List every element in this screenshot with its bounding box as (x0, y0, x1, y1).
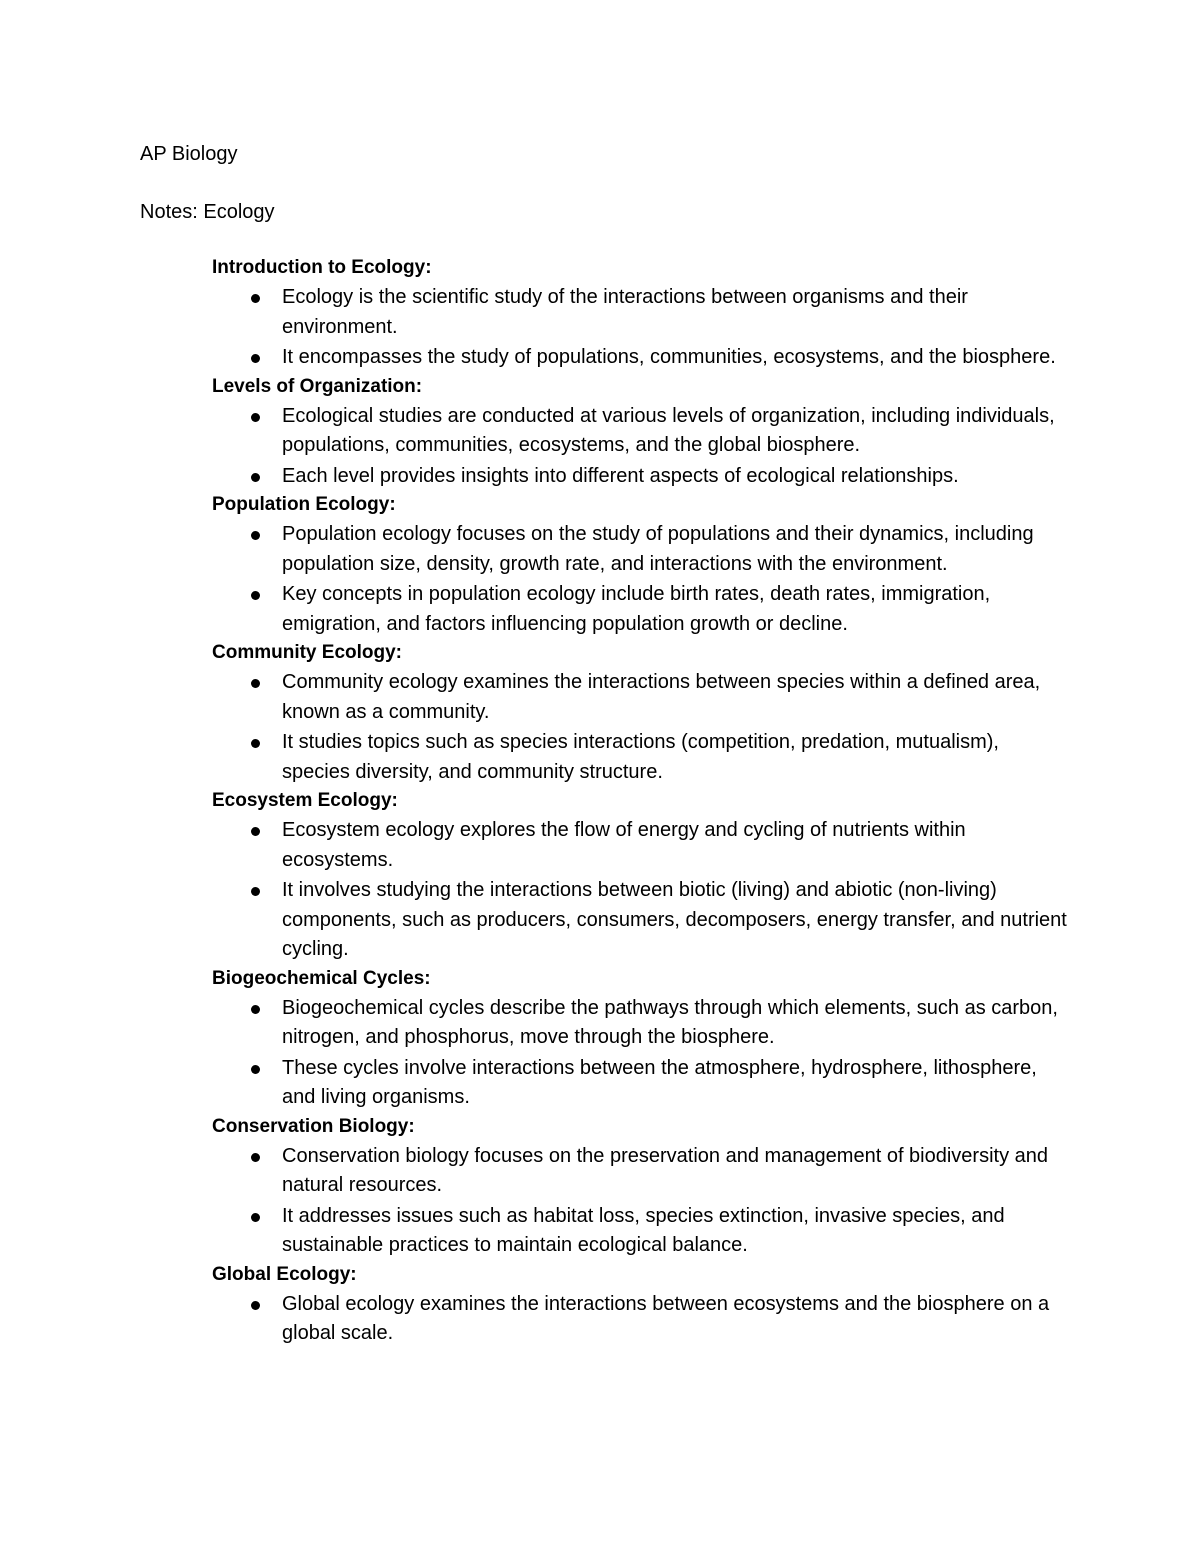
bullet-icon (251, 294, 260, 303)
list-item (212, 462, 1072, 492)
bullet-list (212, 1290, 1072, 1349)
section-introduction (212, 254, 1072, 373)
bullet-icon (251, 591, 260, 600)
bullet-list (212, 1142, 1072, 1261)
section-global-ecology (212, 1261, 1072, 1349)
bullet-icon (251, 531, 260, 540)
list-item (212, 876, 1072, 965)
bullet-icon (251, 1005, 260, 1014)
bullet-icon (251, 887, 260, 896)
list-item (212, 1290, 1072, 1349)
list-item (212, 580, 1072, 639)
section-heading: Ecosystem Ecology: (212, 790, 398, 811)
notes-content (212, 254, 1072, 1349)
section-population-ecology (212, 491, 1072, 639)
bullet-list (212, 283, 1072, 373)
bullet-icon (251, 679, 260, 688)
section-levels-of-organization (212, 373, 1072, 492)
bullet-list (212, 402, 1072, 492)
section-heading: Biogeochemical Cycles: (212, 967, 431, 989)
bullet-text: These cycles involve interactions between the atmosphere, hydrosphere, lithosphere, and living organisms. (282, 1056, 1037, 1108)
list-item (212, 994, 1072, 1053)
list-item (212, 728, 1072, 787)
bullet-icon (251, 1065, 260, 1074)
bullet-text: Biogeochemical cycles describe the pathways through which elements, such as carbon, nitrogen, and phosphorus, move through the biosphere. (282, 996, 1058, 1048)
list-item (212, 520, 1072, 579)
bullet-icon (251, 827, 260, 836)
bullet-icon (251, 1213, 260, 1222)
bullet-text: Key concepts in population ecology include birth rates, death rates, immigration, emigration, and factors influencing population growth or decline. (282, 583, 991, 635)
section-heading: Community Ecology: (212, 642, 403, 663)
bullet-icon (251, 1301, 260, 1310)
bullet-text: Population ecology focuses on the study of populations and their dynamics, including population size, density, growth rate, and interactions with the environment. (282, 523, 1034, 575)
section-ecosystem-ecology (212, 787, 1072, 965)
bullet-text: Community ecology examines the interactions between species within a defined area, known as a community. (282, 671, 1041, 723)
section-community-ecology (212, 639, 1072, 787)
bullet-text: It studies topics such as species interactions (competition, predation, mutualism), species diversity, and community structure. (282, 731, 999, 783)
document-title: AP Biology (140, 143, 238, 165)
list-item (212, 816, 1072, 875)
section-heading: Global Ecology: (212, 1263, 357, 1285)
bullet-text: It encompasses the study of populations, communities, ecosystems, and the biosphere. (282, 346, 1056, 368)
bullet-list (212, 668, 1072, 787)
bullet-icon (251, 473, 260, 482)
list-item (212, 343, 1072, 373)
section-heading: Introduction to Ecology: (212, 257, 432, 278)
bullet-text: It addresses issues such as habitat loss, species extinction, invasive species, and sustainable practices to maintain ecological balance. (282, 1204, 1005, 1256)
bullet-text: Each level provides insights into different aspects of ecological relationships. (282, 464, 959, 487)
list-item (212, 1142, 1072, 1201)
section-biogeochemical-cycles (212, 965, 1072, 1113)
section-heading: Conservation Biology: (212, 1115, 415, 1137)
section-heading: Population Ecology: (212, 494, 396, 515)
bullet-text: Global ecology examines the interactions between ecosystems and the biosphere on a global scale. (282, 1292, 1050, 1344)
bullet-icon (251, 1153, 260, 1162)
list-item (212, 1202, 1072, 1261)
section-conservation-biology (212, 1113, 1072, 1261)
list-item (212, 283, 1072, 342)
bullet-text: Ecological studies are conducted at various levels of organization, including individuals, populations, communities, ecosystems, and the global biosphere. (282, 404, 1055, 456)
list-item (212, 1054, 1072, 1113)
bullet-icon (251, 739, 260, 748)
bullet-list (212, 816, 1072, 965)
bullet-text: It involves studying the interactions between biotic (living) and abiotic (non-living) components, such as producers, consumers, decomposers, energy transfer, and nutrient cycling. (282, 879, 1067, 960)
bullet-icon (251, 354, 260, 363)
bullet-text: Ecosystem ecology explores the flow of energy and cycling of nutrients within ecosystems. (282, 819, 966, 871)
list-item (212, 402, 1072, 461)
list-item (212, 668, 1072, 727)
bullet-icon (251, 413, 260, 422)
section-heading: Levels of Organization: (212, 375, 423, 397)
bullet-list (212, 994, 1072, 1113)
bullet-text: Conservation biology focuses on the preservation and management of biodiversity and natural resources. (282, 1144, 1049, 1196)
bullet-list (212, 520, 1072, 639)
document-subtitle: Notes: Ecology (140, 201, 275, 223)
bullet-text: Ecology is the scientific study of the interactions between organisms and their environment. (282, 286, 968, 338)
